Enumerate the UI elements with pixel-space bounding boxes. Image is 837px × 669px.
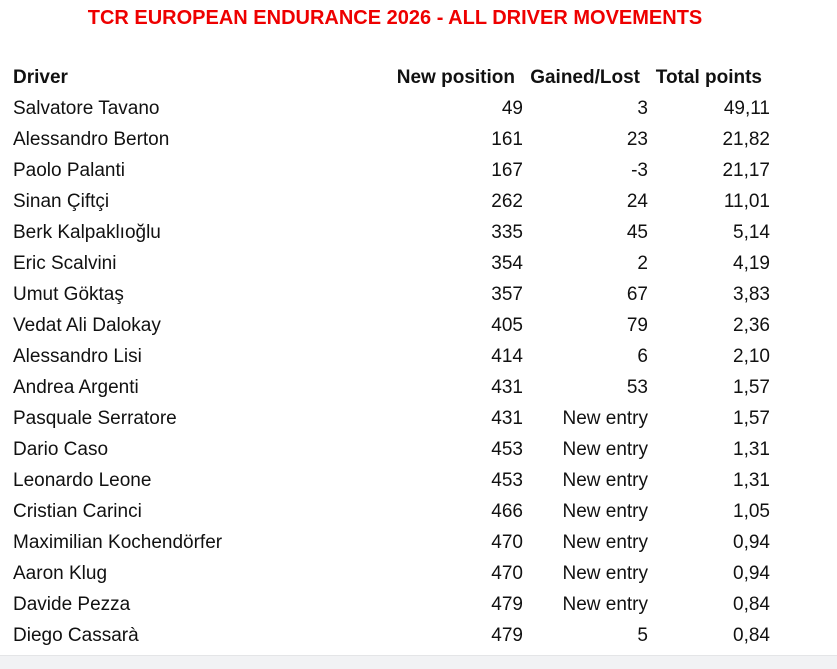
new-position-cell: 167	[491, 160, 523, 181]
new-position-cell: 466	[491, 501, 523, 522]
table-row	[12, 310, 770, 341]
total-points-cell: 1,31	[733, 439, 770, 460]
driver-name-cell: Cristian Carinci	[13, 501, 142, 522]
driver-name-cell: Paolo Palanti	[13, 160, 125, 181]
gained-lost-cell: New entry	[562, 594, 648, 615]
new-position-cell: 262	[491, 191, 523, 212]
table-row	[12, 155, 770, 186]
driver-name-cell: Alessandro Berton	[13, 129, 170, 150]
gained-lost-cell: 79	[626, 315, 648, 336]
table-row	[12, 186, 770, 217]
table-row	[12, 217, 770, 248]
total-points-cell: 49,11	[723, 98, 770, 119]
new-position-cell: 470	[491, 532, 523, 553]
gained-lost-cell: 23	[626, 129, 648, 150]
new-position-cell: 49	[501, 98, 523, 119]
gained-lost-cell: New entry	[562, 470, 648, 491]
driver-name-cell: Pasquale Serratore	[13, 408, 177, 429]
total-points-cell: 3,83	[733, 284, 770, 305]
table-row	[12, 279, 770, 310]
gained-lost-cell: 6	[637, 346, 648, 367]
table-row	[12, 558, 770, 589]
driver-name-cell: Maximilian Kochendörfer	[13, 532, 223, 553]
gained-lost-cell: New entry	[562, 501, 648, 522]
new-position-cell: 453	[491, 470, 523, 491]
column-header-driver: Driver	[13, 67, 68, 88]
new-position-cell: 405	[491, 315, 523, 336]
new-position-cell: 414	[491, 346, 523, 367]
driver-name-cell: Alessandro Lisi	[13, 346, 142, 367]
driver-name-cell: Andrea Argenti	[13, 377, 139, 398]
gained-lost-cell: 67	[626, 284, 648, 305]
column-header-new-position: New position	[396, 67, 515, 88]
new-position-cell: 470	[491, 563, 523, 584]
table-row	[12, 589, 770, 620]
new-position-cell: 479	[491, 594, 523, 615]
total-points-cell: 1,31	[733, 470, 770, 491]
table-row	[12, 496, 770, 527]
table-row	[12, 248, 770, 279]
driver-name-cell: Diego Cassarà	[13, 625, 139, 646]
new-position-cell: 453	[491, 439, 523, 460]
total-points-cell: 0,94	[733, 563, 770, 584]
total-points-cell: 1,05	[733, 501, 770, 522]
driver-name-cell: Davide Pezza	[13, 594, 131, 615]
table-row	[12, 372, 770, 403]
driver-name-cell: Eric Scalvini	[13, 253, 117, 274]
total-points-cell: 21,82	[722, 129, 770, 150]
column-header-total-points: Total points	[655, 67, 762, 88]
bottom-strip	[0, 655, 837, 669]
gained-lost-cell: 45	[626, 222, 648, 243]
gained-lost-cell: 3	[637, 98, 648, 119]
table-header-row	[12, 62, 770, 93]
table-row	[12, 434, 770, 465]
driver-name-cell: Dario Caso	[13, 439, 109, 460]
driver-name-cell: Umut Göktaş	[13, 284, 124, 305]
driver-name-cell: Leonardo Leone	[13, 470, 152, 491]
new-position-cell: 357	[491, 284, 523, 305]
gained-lost-cell: New entry	[562, 563, 648, 584]
total-points-cell: 21,17	[722, 160, 770, 181]
driver-name-cell: Aaron Klug	[13, 563, 108, 584]
new-position-cell: 431	[491, 377, 523, 398]
table-row	[12, 527, 770, 558]
table-row	[12, 341, 770, 372]
total-points-cell: 4,19	[733, 253, 770, 274]
total-points-cell: 2,36	[733, 315, 770, 336]
gained-lost-cell: 2	[637, 253, 648, 274]
driver-name-cell: Berk Kalpaklıoğlu	[13, 222, 161, 243]
total-points-cell: 1,57	[733, 377, 770, 398]
gained-lost-cell: 53	[626, 377, 648, 398]
table-row	[12, 403, 770, 434]
gained-lost-cell: 24	[626, 191, 648, 212]
table-row	[12, 465, 770, 496]
gained-lost-cell: New entry	[562, 532, 648, 553]
new-position-cell: 431	[491, 408, 523, 429]
new-position-cell: 161	[491, 129, 523, 150]
new-position-cell: 354	[491, 253, 523, 274]
total-points-cell: 5,14	[733, 222, 770, 243]
driver-name-cell: Sinan Çiftçi	[13, 191, 110, 212]
driver-name-cell: Salvatore Tavano	[13, 98, 160, 119]
table-row	[12, 620, 770, 651]
total-points-cell: 1,57	[733, 408, 770, 429]
table-row	[12, 124, 770, 155]
total-points-cell: 0,84	[733, 594, 770, 615]
table-row	[12, 93, 770, 124]
driver-movements-table	[12, 62, 770, 651]
page-title: TCR EUROPEAN ENDURANCE 2026 - ALL DRIVER MOVEMENTS	[87, 7, 703, 29]
gained-lost-cell: 5	[637, 625, 648, 646]
new-position-cell: 335	[491, 222, 523, 243]
total-points-cell: 11,01	[723, 191, 770, 212]
gained-lost-cell: New entry	[562, 408, 648, 429]
driver-name-cell: Vedat Ali Dalokay	[13, 315, 161, 336]
column-header-gained-lost: Gained/Lost	[530, 67, 640, 88]
total-points-cell: 2,10	[733, 346, 770, 367]
new-position-cell: 479	[491, 625, 523, 646]
total-points-cell: 0,94	[733, 532, 770, 553]
total-points-cell: 0,84	[733, 625, 770, 646]
gained-lost-cell: -3	[631, 160, 648, 181]
gained-lost-cell: New entry	[562, 439, 648, 460]
